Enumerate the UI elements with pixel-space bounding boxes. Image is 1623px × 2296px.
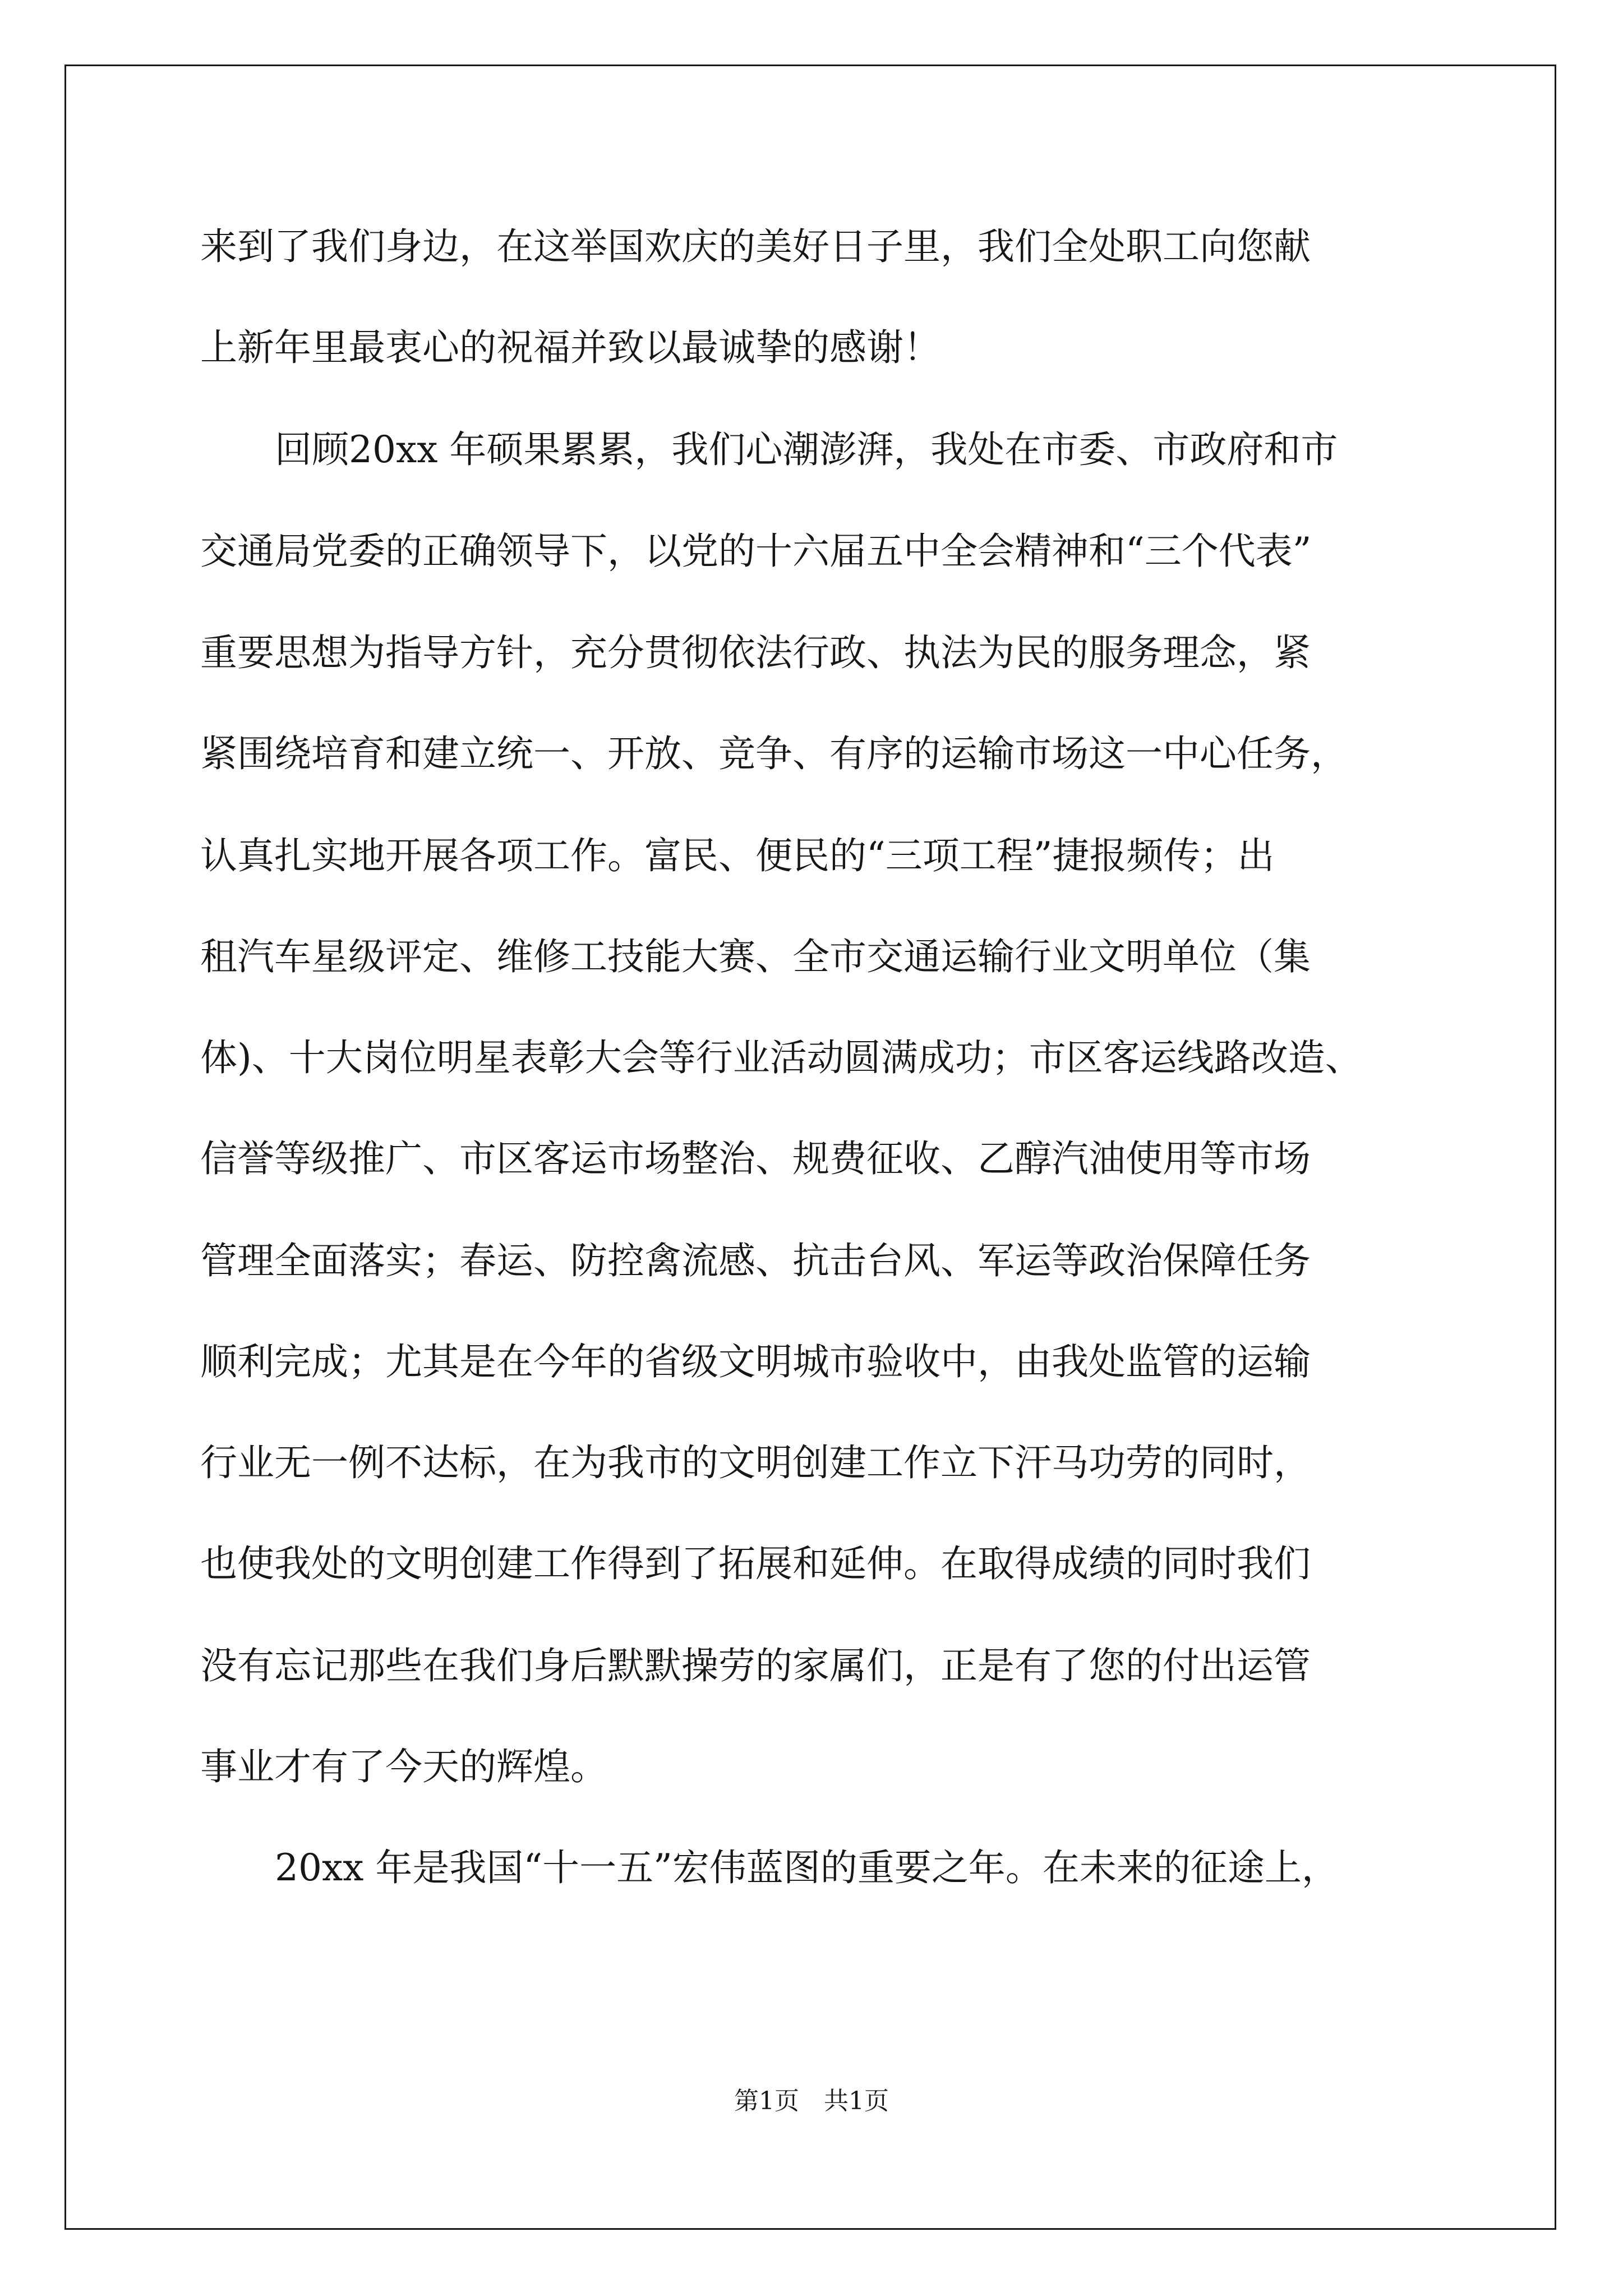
- text-line: 重要思想为指导方针，充分贯彻依法行政、执法为民的服务理念，紧: [200, 631, 1311, 674]
- text-line: 认真扎实地开展各项工作。富民、便民的“三项工程”捷报频传；出: [200, 834, 1275, 877]
- text-line: 没有忘记那些在我们身后默默操劳的家属们，正是有了您的付出运管: [200, 1644, 1311, 1687]
- paragraph-start-line: 20xx 年是我国“十一五”宏伟蓝图的重要之年。在未来的征途上，: [275, 1846, 1339, 1889]
- text-line: 也使我处的文明创建工作得到了拓展和延伸。在取得成绩的同时我们: [200, 1542, 1311, 1585]
- page-number-footer: 第1页 共1页: [734, 2087, 889, 2115]
- text-line: 行业无一例不达标，在为我市的文明创建工作立下汗马功劳的同时，: [200, 1441, 1311, 1484]
- text-line: 体)、十大岗位明星表彰大会等行业活动圆满成功；市区客运线路改造、: [200, 1036, 1362, 1079]
- text-line: 来到了我们身边，在这举国欢庆的美好日子里，我们全处职工向您献: [200, 225, 1311, 268]
- paragraph-start-line: 回顾20xx 年硕果累累，我们心潮澎湃，我处在市委、市政府和市: [275, 428, 1338, 471]
- text-line: 上新年里最衷心的祝福并致以最诚挚的感谢！: [200, 326, 940, 369]
- text-line: 事业才有了今天的辉煌。: [200, 1745, 607, 1788]
- text-line: 租汽车星级评定、维修工技能大赛、全市交通运输行业文明单位（集: [200, 935, 1311, 978]
- text-line: 顺利完成；尤其是在今年的省级文明城市验收中，由我处监管的运输: [200, 1340, 1311, 1383]
- text-line: 信誉等级推广、市区客运市场整治、规费征收、乙醇汽油使用等市场: [200, 1137, 1311, 1180]
- text-line: 交通局党委的正确领导下，以党的十六届五中全会精神和“三个代表”: [200, 530, 1312, 573]
- text-line: 管理全面落实；春运、防控禽流感、抗击台风、军运等政治保障任务: [200, 1239, 1311, 1282]
- text-line: 紧围绕培育和建立统一、开放、竞争、有序的运输市场这一中心任务，: [200, 732, 1348, 775]
